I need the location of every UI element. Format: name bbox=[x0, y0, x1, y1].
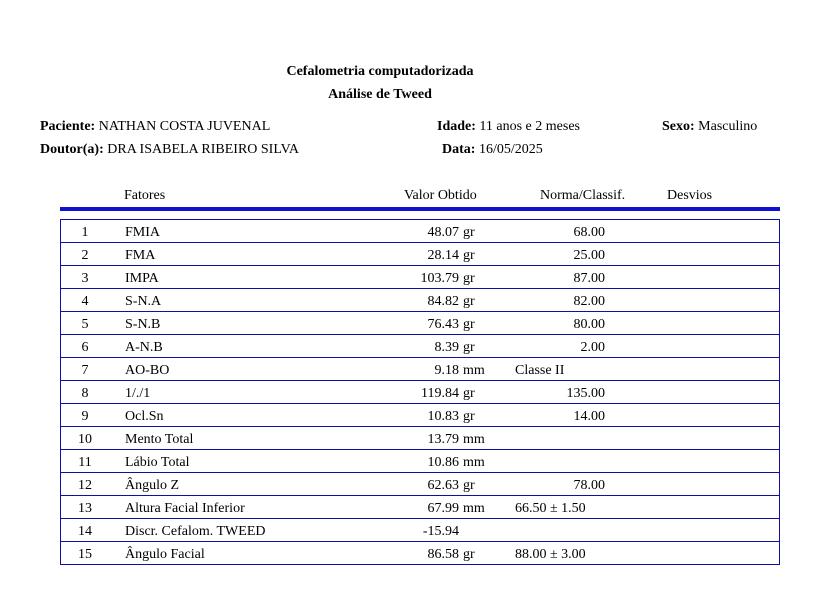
age-line bbox=[437, 119, 580, 135]
doctor-name: DRA ISABELA RIBEIRO SILVA bbox=[107, 142, 300, 157]
deviation-cell bbox=[645, 381, 780, 404]
value-wrap bbox=[345, 316, 495, 334]
sex-value: Masculino bbox=[698, 119, 758, 134]
norm-cell bbox=[495, 427, 645, 450]
value-cell bbox=[345, 542, 495, 565]
value-number: 10.83 bbox=[427, 409, 459, 424]
value-cell bbox=[345, 381, 495, 404]
value-wrap bbox=[345, 339, 495, 357]
row-number: 12 bbox=[61, 473, 110, 496]
value-wrap bbox=[345, 362, 495, 380]
table-row bbox=[61, 243, 780, 266]
deviation-cell bbox=[645, 312, 780, 335]
factor-name: Lábio Total bbox=[109, 450, 345, 473]
norm-cell bbox=[495, 450, 645, 473]
value-number: 84.82 bbox=[427, 294, 459, 309]
factor-name: Ocl.Sn bbox=[109, 404, 345, 427]
row-number: 10 bbox=[61, 427, 110, 450]
norm-cell: 68.00 bbox=[495, 220, 645, 243]
value-number: -15.94 bbox=[422, 524, 459, 539]
row-number: 2 bbox=[61, 243, 110, 266]
row-number: 15 bbox=[61, 542, 110, 565]
deviation-cell bbox=[645, 450, 780, 473]
deviation-cell bbox=[645, 473, 780, 496]
value-cell bbox=[345, 473, 495, 496]
value-unit: gr bbox=[463, 409, 475, 424]
value-number: 67.99 bbox=[427, 501, 459, 516]
column-header-norm: Norma/Classif. bbox=[540, 188, 626, 203]
value-wrap bbox=[345, 408, 495, 426]
value-unit: mm bbox=[463, 501, 485, 516]
row-number: 7 bbox=[61, 358, 110, 381]
value-cell bbox=[345, 496, 495, 519]
table-row bbox=[61, 496, 780, 519]
value-wrap bbox=[345, 293, 495, 311]
norm-cell: 25.00 bbox=[495, 243, 645, 266]
deviation-cell bbox=[645, 427, 780, 450]
table-row bbox=[61, 519, 780, 542]
value-unit: gr bbox=[463, 478, 475, 493]
value-cell bbox=[345, 404, 495, 427]
table-row bbox=[61, 266, 780, 289]
row-number: 5 bbox=[61, 312, 110, 335]
norm-cell: 78.00 bbox=[495, 473, 645, 496]
deviation-cell bbox=[645, 519, 780, 542]
value-number: 76.43 bbox=[427, 317, 459, 332]
value-wrap bbox=[345, 431, 495, 449]
value-unit: mm bbox=[463, 455, 485, 470]
value-cell bbox=[345, 289, 495, 312]
value-cell bbox=[345, 427, 495, 450]
table-row bbox=[61, 450, 780, 473]
factor-name: S-N.A bbox=[109, 289, 345, 312]
table-row bbox=[61, 220, 780, 243]
row-number: 14 bbox=[61, 519, 110, 542]
value-wrap bbox=[345, 224, 495, 242]
value-unit: gr bbox=[463, 317, 475, 332]
norm-cell: Classe II bbox=[495, 358, 645, 381]
norm-cell: 88.00 ± 3.00 bbox=[495, 542, 645, 565]
value-unit: gr bbox=[463, 547, 475, 562]
value-cell bbox=[345, 220, 495, 243]
value-cell bbox=[345, 519, 495, 542]
doctor-line bbox=[40, 142, 299, 158]
factor-name: Mento Total bbox=[109, 427, 345, 450]
date-label: Data: bbox=[442, 142, 476, 157]
factor-name: Discr. Cefalom. TWEED bbox=[109, 519, 345, 542]
value-wrap bbox=[345, 454, 495, 472]
factor-name: IMPA bbox=[109, 266, 345, 289]
factor-name: S-N.B bbox=[109, 312, 345, 335]
value-unit: gr bbox=[463, 294, 475, 309]
value-wrap bbox=[345, 247, 495, 265]
table-row bbox=[61, 473, 780, 496]
sex-label: Sexo: bbox=[662, 119, 695, 134]
value-unit: mm bbox=[463, 432, 485, 447]
norm-cell: 66.50 ± 1.50 bbox=[495, 496, 645, 519]
norm-cell: 80.00 bbox=[495, 312, 645, 335]
value-cell bbox=[345, 450, 495, 473]
header-divider bbox=[60, 207, 780, 211]
value-unit: mm bbox=[463, 363, 485, 378]
deviation-cell bbox=[645, 289, 780, 312]
column-header-value: Valor Obtido bbox=[404, 188, 477, 203]
table-row bbox=[61, 542, 780, 565]
results-table-body bbox=[61, 220, 780, 565]
row-number: 8 bbox=[61, 381, 110, 404]
table-row bbox=[61, 358, 780, 381]
factor-name: AO-BO bbox=[109, 358, 345, 381]
date-value: 16/05/2025 bbox=[478, 142, 543, 157]
value-number: 28.14 bbox=[427, 248, 459, 263]
deviation-cell bbox=[645, 266, 780, 289]
deviation-cell bbox=[645, 243, 780, 266]
sex-line bbox=[662, 119, 757, 135]
value-number: 9.18 bbox=[434, 363, 459, 378]
results-table bbox=[60, 219, 780, 565]
table-row bbox=[61, 312, 780, 335]
norm-cell bbox=[495, 519, 645, 542]
value-unit: gr bbox=[463, 340, 475, 355]
row-number: 3 bbox=[61, 266, 110, 289]
value-number: 86.58 bbox=[427, 547, 459, 562]
value-unit: gr bbox=[463, 386, 475, 401]
age-value: 11 anos e 2 meses bbox=[479, 119, 580, 134]
value-number: 13.79 bbox=[427, 432, 459, 447]
value-number: 119.84 bbox=[421, 386, 459, 401]
factor-name: A-N.B bbox=[109, 335, 345, 358]
deviation-cell bbox=[645, 358, 780, 381]
value-number: 48.07 bbox=[427, 225, 459, 240]
age-label: Idade: bbox=[437, 119, 476, 134]
table-row bbox=[61, 335, 780, 358]
factor-name: Ângulo Facial bbox=[109, 542, 345, 565]
value-unit: gr bbox=[463, 225, 475, 240]
deviation-cell bbox=[645, 220, 780, 243]
deviation-cell bbox=[645, 496, 780, 519]
report-subtitle: Análise de Tweed bbox=[328, 87, 432, 102]
table-row bbox=[61, 427, 780, 450]
factor-name: FMA bbox=[109, 243, 345, 266]
row-number: 11 bbox=[61, 450, 110, 473]
value-number: 103.79 bbox=[420, 271, 459, 286]
patient-name: NATHAN COSTA JUVENAL bbox=[98, 119, 271, 134]
value-unit: gr bbox=[463, 248, 475, 263]
value-number: 10.86 bbox=[427, 455, 459, 470]
value-cell bbox=[345, 335, 495, 358]
norm-cell: 2.00 bbox=[495, 335, 645, 358]
deviation-cell bbox=[645, 404, 780, 427]
value-wrap bbox=[345, 477, 495, 495]
doctor-label: Doutor(a): bbox=[40, 142, 104, 157]
column-header-deviation: Desvios bbox=[667, 188, 713, 203]
table-row bbox=[61, 381, 780, 404]
deviation-cell bbox=[645, 542, 780, 565]
value-wrap bbox=[345, 500, 495, 518]
patient-label: Paciente: bbox=[40, 119, 96, 134]
value-wrap bbox=[345, 546, 495, 564]
norm-cell: 82.00 bbox=[495, 289, 645, 312]
value-number: 62.63 bbox=[427, 478, 459, 493]
column-header-factors: Fatores bbox=[124, 188, 166, 203]
value-number: 8.39 bbox=[434, 340, 459, 355]
row-number: 13 bbox=[61, 496, 110, 519]
report-title: Cefalometria computadorizada bbox=[286, 64, 474, 79]
factor-name: Ângulo Z bbox=[109, 473, 345, 496]
row-number: 6 bbox=[61, 335, 110, 358]
value-unit bbox=[459, 523, 495, 541]
factor-name: FMIA bbox=[109, 220, 345, 243]
value-cell bbox=[345, 358, 495, 381]
value-cell bbox=[345, 266, 495, 289]
value-wrap bbox=[345, 385, 495, 403]
deviation-cell bbox=[645, 335, 780, 358]
patient-line bbox=[40, 119, 270, 135]
table-row bbox=[61, 404, 780, 427]
factor-name: Altura Facial Inferior bbox=[109, 496, 345, 519]
value-cell bbox=[345, 312, 495, 335]
norm-cell: 87.00 bbox=[495, 266, 645, 289]
factor-name: 1/./1 bbox=[109, 381, 345, 404]
row-number: 4 bbox=[61, 289, 110, 312]
row-number: 9 bbox=[61, 404, 110, 427]
row-number: 1 bbox=[61, 220, 110, 243]
value-wrap bbox=[345, 270, 495, 288]
value-unit: gr bbox=[463, 271, 475, 286]
value-cell bbox=[345, 243, 495, 266]
norm-cell: 14.00 bbox=[495, 404, 645, 427]
value-wrap bbox=[345, 523, 495, 541]
date-line bbox=[442, 142, 543, 158]
norm-cell: 135.00 bbox=[495, 381, 645, 404]
table-row bbox=[61, 289, 780, 312]
